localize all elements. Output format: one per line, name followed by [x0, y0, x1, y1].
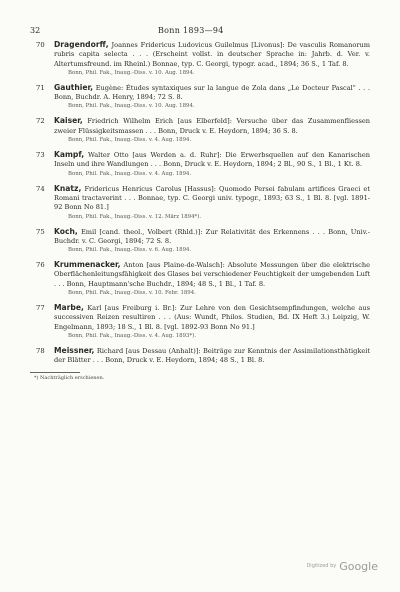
entry-text	[54, 346, 370, 366]
author-name: Meissner,	[54, 345, 95, 355]
entry-note: Bonn, Phil. Fak., Inaug.-Diss. v. 6. Aug. 1894.	[68, 247, 192, 254]
entry-text	[54, 303, 370, 332]
entry-number: 78	[36, 346, 45, 355]
entry-text	[54, 260, 370, 289]
author-name: Marbe,	[54, 303, 84, 313]
entry-body: Joannes Fridericus Ludovicus Guilelmus [Livonus]: De vasculis Romanorum rubris capita selecta . . . (Erscheint vollst. in deutscher Sprache in: Jahrb. d. Ver. v. Altertumsfreund. im Rheinl.) Bonnae, typ. C. Georgi, typogr. acad., 1894; 36 S., 1 Taf. 8.	[54, 41, 370, 68]
entry-text	[54, 150, 370, 170]
bibliography-entry	[30, 346, 370, 366]
author-name: Kaiser,	[54, 116, 83, 126]
google-logo: Google	[339, 560, 378, 573]
bibliography-entry	[30, 83, 370, 111]
document-page	[30, 26, 370, 381]
bibliography-entry	[30, 150, 370, 178]
entry-note: Bonn, Phil. Fak., Inaug.-Diss. v. 4. Aug. 1894.	[68, 170, 192, 177]
bibliography-entry	[30, 184, 370, 221]
entry-number: 77	[36, 304, 45, 313]
entry-number: 71	[36, 83, 45, 92]
entry-body: Friedrich Wilhelm Erich [aus Elberfeld]: Versuche über das Zusammenfliessen zweier Flüssigkeitsmassen . . . Bonn, Druck v. E. Heydorn, 1894; 36 S. 8.	[54, 117, 370, 135]
author-name: Knatz,	[54, 183, 82, 193]
entry-body: Richard [aus Dessau (Anhalt)]: Beiträge zur Kenntnis der Assimilationsthätigkeit der Blätter . . . Bonn, Druck v. E. Heydorn, 1894; 48 S., 1 Bl. 8.	[54, 346, 370, 365]
entry-body: Walter Otto [aus Werden a. d. Ruhr]: Die Erwerbsquellen auf den Kanarischen Inseln und ihre Wandlungen . . . Bonn, Druck v. E. Heydorn, 1894; 2 Bl., 90 S., 1 Bl., 1 Kt. 8.	[54, 151, 370, 169]
entry-text	[54, 184, 370, 213]
entry-body: Karl [aus Freiburg i. Br.]: Zur Lehre von den Gesichtsempfindungen, welche aus successiven Reizen resultiren . . . (Aus: Wundt, Philos. Studien, Bd. IX Heft 3.) Leipzig, W. Engelmann, 1893; 18 S., 1 Bl. 8. [vgl. 1892-93 Bonn No 91.]	[54, 304, 370, 331]
entry-number: 70	[36, 41, 45, 49]
entry-text	[54, 116, 370, 136]
bibliography-entry	[30, 260, 370, 297]
running-head: Bonn 1893—94	[158, 26, 224, 35]
watermark-caption: Digitized by	[306, 563, 337, 569]
author-name: Gauthier,	[54, 82, 94, 92]
entry-body: Eugène: Études syntaxiques sur la langue de Zola dans „Le Docteur Pascal" . . . Bonn, Buchdr. A. Henry, 1894; 72 S. 8.	[54, 83, 370, 102]
entry-number: 72	[36, 117, 45, 126]
entry-note: Bonn, Phil. Fak., Inaug.-Diss. v. 10. Aug. 1894.	[68, 69, 195, 76]
entry-note: Bonn, Phil. Fak., Inaug.-Diss. v. 10. Aug. 1894.	[68, 103, 195, 110]
entry-number: 74	[36, 184, 45, 193]
entry-number: 73	[36, 151, 45, 160]
page-number: 32	[30, 26, 41, 35]
author-name: Dragendorff,	[54, 40, 109, 49]
entry-number: 75	[36, 227, 45, 236]
author-name: Krummenacker,	[54, 260, 121, 270]
footnote-divider	[30, 372, 80, 373]
entry-note: Bonn, Phil. Fak., Inaug.-Diss. v. 10. Febr. 1894.	[68, 290, 196, 297]
entry-text	[54, 83, 370, 103]
entry-text	[54, 227, 370, 247]
bibliography-entry	[30, 303, 370, 340]
entry-text	[54, 40, 370, 69]
footnote: *) Nachträglich erschienen.	[34, 374, 105, 381]
author-name: Koch,	[54, 226, 78, 236]
entry-body: Anton [aus Plaine-de-Walsch]: Absolute Messungen über die elektrische Oberflächenleitungsfähigkeit des Glases bei verschiedener Feuchtigkeit der umgebenden Luft . . . Bonn, Hauptmann'sche Buchdr., 1894; 48 S., 1 Bl., 1 Taf. 8.	[54, 261, 370, 288]
entry-note: Bonn, Phil. Fak., Inaug.-Diss. v. 4. Aug. 1893*).	[68, 332, 196, 339]
entry-list	[30, 40, 370, 366]
entry-body: Fridericus Henricus Carolus [Hassus]: Quomodo Persei fabulam artifices Graeci et Romani tractaverint . . . Bonnae, typ. C. Georgi univ. typogr., 1893; 63 S., 1 Bl. 8. [vgl. 1891-92 Bonn No 81.]	[54, 184, 370, 212]
entry-body: Emil [cand. theol., Volbert (Rhld.)]: Zur Relativität des Erkennens . . . Bonn, Univ.-Buchdr. v. C. Georgi, 1894; 72 S. 8.	[54, 227, 370, 245]
bibliography-entry	[30, 116, 370, 144]
author-name: Kampf,	[54, 150, 85, 160]
page-header	[30, 26, 370, 40]
bibliography-entry	[30, 40, 370, 77]
entry-note: Bonn, Phil. Fak., Inaug.-Diss. v. 4. Aug. 1894.	[68, 137, 192, 144]
watermark	[306, 555, 378, 574]
bibliography-entry	[30, 227, 370, 255]
entry-note: Bonn, Phil. Fak., Inaug.-Diss. v. 12. März 1894*).	[68, 213, 202, 220]
entry-number: 76	[36, 261, 45, 270]
